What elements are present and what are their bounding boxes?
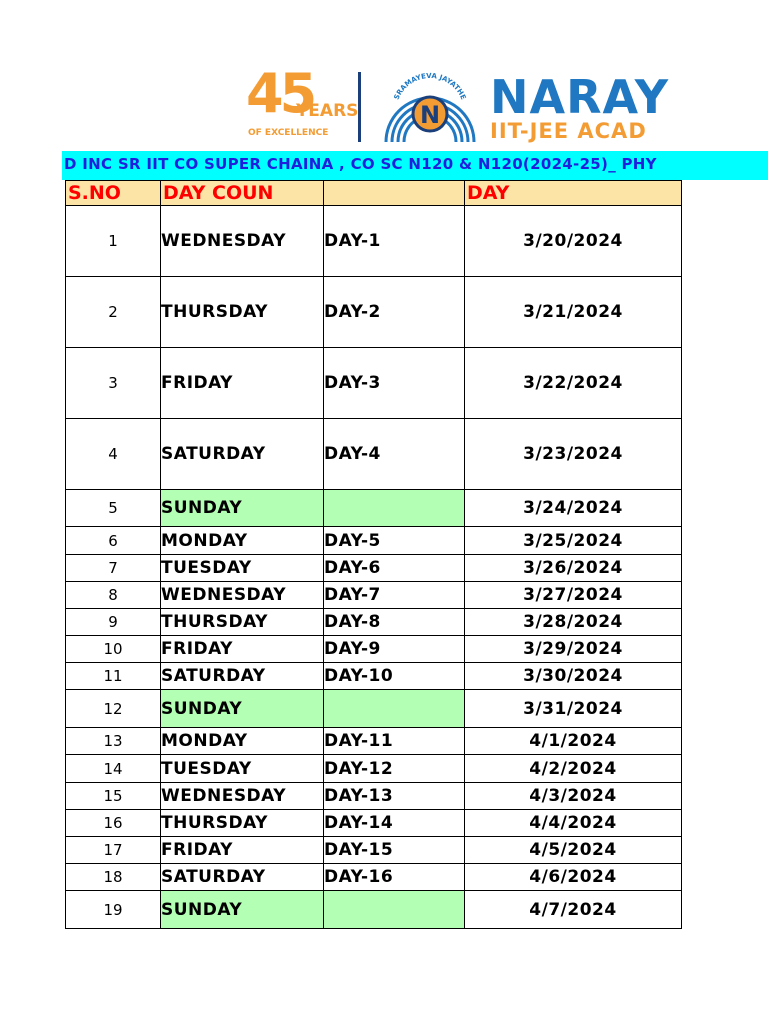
header-logo — [246, 68, 682, 146]
cell-date[interactable]: 3/23/2024 — [465, 419, 682, 490]
table-row — [66, 419, 682, 490]
cell-sno[interactable]: 19 — [66, 891, 161, 929]
cell-sno[interactable]: 1 — [66, 206, 161, 277]
cell-day-count[interactable]: DAY-9 — [324, 636, 465, 663]
cell-sno[interactable]: 12 — [66, 690, 161, 728]
cell-weekday[interactable]: SUNDAY — [161, 490, 324, 527]
table-row — [66, 636, 682, 663]
table-row — [66, 348, 682, 419]
table-row — [66, 663, 682, 690]
table-row — [66, 864, 682, 891]
cell-sno[interactable]: 6 — [66, 527, 161, 555]
cell-date[interactable]: 4/2/2024 — [465, 755, 682, 783]
cell-date[interactable]: 4/5/2024 — [465, 837, 682, 864]
anniversary-number: 45 — [246, 68, 314, 125]
cell-weekday[interactable]: SATURDAY — [161, 864, 324, 891]
cell-sno[interactable]: 13 — [66, 728, 161, 755]
table-row — [66, 527, 682, 555]
table-row — [66, 783, 682, 810]
cell-sno[interactable]: 17 — [66, 837, 161, 864]
cell-date[interactable]: 3/28/2024 — [465, 609, 682, 636]
cell-sno[interactable]: 10 — [66, 636, 161, 663]
cell-sno[interactable]: 18 — [66, 864, 161, 891]
cell-day-count[interactable]: DAY-16 — [324, 864, 465, 891]
header-day-count[interactable]: DAY COUN — [161, 181, 324, 206]
cell-sno[interactable]: 2 — [66, 277, 161, 348]
cell-day-count[interactable]: DAY-1 — [324, 206, 465, 277]
schedule-table — [65, 180, 682, 929]
table-row — [66, 810, 682, 837]
cell-day-count[interactable] — [324, 891, 465, 929]
cell-weekday[interactable]: FRIDAY — [161, 837, 324, 864]
cell-day-count[interactable]: DAY-2 — [324, 277, 465, 348]
cell-day-count[interactable] — [324, 490, 465, 527]
cell-sno[interactable]: 8 — [66, 582, 161, 609]
cell-day-count[interactable]: DAY-7 — [324, 582, 465, 609]
table-row — [66, 891, 682, 929]
cell-day-count[interactable]: DAY-15 — [324, 837, 465, 864]
sheet-title-bar — [62, 151, 768, 180]
cell-date[interactable]: 3/22/2024 — [465, 348, 682, 419]
cell-weekday[interactable]: WEDNESDAY — [161, 206, 324, 277]
cell-date[interactable]: 3/26/2024 — [465, 555, 682, 582]
cell-day-count[interactable]: DAY-8 — [324, 609, 465, 636]
table-row — [66, 690, 682, 728]
cell-date[interactable]: 4/3/2024 — [465, 783, 682, 810]
header-sno[interactable]: S.NO — [66, 181, 161, 206]
cell-weekday[interactable]: SATURDAY — [161, 419, 324, 490]
sheet-title: D INC SR IIT CO SUPER CHAINA , CO SC N120 & N120(2024-25)_ PHY — [64, 155, 657, 173]
cell-day-count[interactable]: DAY-4 — [324, 419, 465, 490]
cell-date[interactable]: 4/7/2024 — [465, 891, 682, 929]
table-row — [66, 582, 682, 609]
cell-date[interactable]: 4/1/2024 — [465, 728, 682, 755]
cell-date[interactable]: 4/4/2024 — [465, 810, 682, 837]
emblem-motto: SRAMAYEVA JAYATHE — [392, 72, 468, 101]
header-blank[interactable] — [324, 181, 465, 206]
emblem-letter: N — [419, 101, 441, 129]
anniversary-word: YEARS — [296, 101, 359, 121]
cell-weekday[interactable]: FRIDAY — [161, 348, 324, 419]
cell-day-count[interactable]: DAY-14 — [324, 810, 465, 837]
table-row — [66, 609, 682, 636]
table-row — [66, 755, 682, 783]
cell-sno[interactable]: 11 — [66, 663, 161, 690]
cell-date[interactable]: 3/24/2024 — [465, 490, 682, 527]
anniversary-sub: OF EXCELLENCE — [248, 128, 329, 138]
cell-day-count[interactable]: DAY-10 — [324, 663, 465, 690]
cell-weekday[interactable]: WEDNESDAY — [161, 783, 324, 810]
cell-date[interactable]: 3/27/2024 — [465, 582, 682, 609]
cell-date[interactable]: 3/25/2024 — [465, 527, 682, 555]
cell-weekday[interactable]: FRIDAY — [161, 636, 324, 663]
cell-weekday[interactable]: SATURDAY — [161, 663, 324, 690]
cell-sno[interactable]: 15 — [66, 783, 161, 810]
table-row — [66, 490, 682, 527]
cell-date[interactable]: 3/30/2024 — [465, 663, 682, 690]
cell-sno[interactable]: 16 — [66, 810, 161, 837]
cell-sno[interactable]: 3 — [66, 348, 161, 419]
cell-sno[interactable]: 4 — [66, 419, 161, 490]
table-row — [66, 277, 682, 348]
cell-date[interactable]: 4/6/2024 — [465, 864, 682, 891]
anniversary-logo — [246, 68, 359, 142]
cell-date[interactable]: 3/29/2024 — [465, 636, 682, 663]
cell-day-count[interactable]: DAY-12 — [324, 755, 465, 783]
brand-subtitle: IIT-JEE ACAD — [490, 119, 647, 143]
cell-date[interactable]: 3/31/2024 — [465, 690, 682, 728]
cell-weekday[interactable]: THURSDAY — [161, 810, 324, 837]
cell-weekday[interactable]: THURSDAY — [161, 277, 324, 348]
cell-weekday[interactable]: MONDAY — [161, 728, 324, 755]
academy-emblem-icon — [378, 72, 482, 144]
cell-weekday[interactable]: SUNDAY — [161, 690, 324, 728]
table-row — [66, 728, 682, 755]
cell-weekday[interactable]: THURSDAY — [161, 609, 324, 636]
cell-weekday[interactable]: TUESDAY — [161, 555, 324, 582]
cell-weekday[interactable]: WEDNESDAY — [161, 582, 324, 609]
cell-day-count[interactable]: DAY-3 — [324, 348, 465, 419]
logo-divider — [358, 72, 361, 142]
cell-weekday[interactable]: TUESDAY — [161, 755, 324, 783]
cell-day-count[interactable]: DAY-13 — [324, 783, 465, 810]
cell-day-count[interactable] — [324, 690, 465, 728]
brand-name: NARAY — [490, 70, 670, 124]
table-row — [66, 555, 682, 582]
cell-date[interactable]: 3/21/2024 — [465, 277, 682, 348]
header-day[interactable]: DAY — [465, 181, 682, 206]
cell-sno[interactable]: 9 — [66, 609, 161, 636]
table-row — [66, 206, 682, 277]
cell-day-count[interactable]: DAY-6 — [324, 555, 465, 582]
cell-weekday[interactable]: MONDAY — [161, 527, 324, 555]
table-row — [66, 837, 682, 864]
cell-sno[interactable]: 5 — [66, 490, 161, 527]
cell-day-count[interactable]: DAY-5 — [324, 527, 465, 555]
cell-date[interactable]: 3/20/2024 — [465, 206, 682, 277]
table-header-row — [66, 181, 682, 206]
cell-weekday[interactable]: SUNDAY — [161, 891, 324, 929]
cell-sno[interactable]: 14 — [66, 755, 161, 783]
cell-day-count[interactable]: DAY-11 — [324, 728, 465, 755]
cell-sno[interactable]: 7 — [66, 555, 161, 582]
